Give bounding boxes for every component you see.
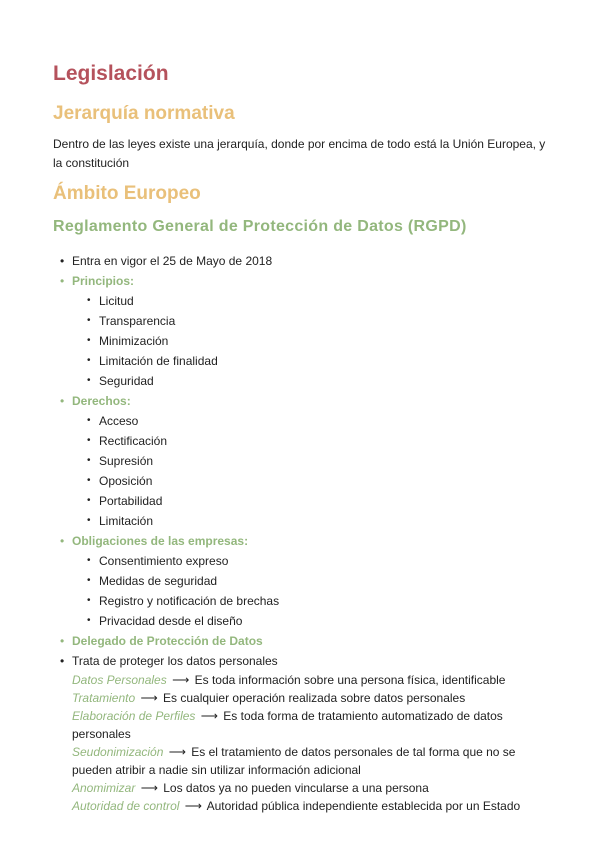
definition-row <box>72 797 550 815</box>
list-item: • Seguridad <box>87 371 550 391</box>
list-item: • Consentimiento expreso <box>87 551 550 571</box>
list-item: • Limitación <box>87 511 550 531</box>
section-heading-ambito: Ámbito Europeo <box>53 183 201 204</box>
definition-row <box>72 779 550 797</box>
rgpd-heading: Reglamento General de Protección de Datos (RGPD) <box>53 218 467 235</box>
list-item-text: Entra en vigor el 25 de Mayo de 2018 <box>72 254 273 268</box>
list-item: • Acceso <box>87 411 550 431</box>
list-item-vigor <box>60 251 550 271</box>
obligaciones-sublist <box>87 551 550 631</box>
list-item: • Licitud <box>87 291 550 311</box>
obligaciones-label: Obligaciones de las empresas: <box>72 534 249 548</box>
definition-term: Tratamiento <box>72 691 136 705</box>
arrow-icon: ⟶ <box>200 709 218 723</box>
definition-term: Seudonimización <box>72 745 164 759</box>
definition-row <box>72 743 550 779</box>
list-item-derechos <box>60 391 550 531</box>
list-item-text: Trata de proteger los datos personales <box>72 654 278 668</box>
definitions-block <box>72 671 550 815</box>
definition-term: Elaboración de Perfiles <box>72 709 196 723</box>
definition-term: Datos Personales <box>72 673 167 687</box>
definition-term: Autoridad de control <box>72 799 180 813</box>
list-item: • Rectificación <box>87 431 550 451</box>
list-item: • Minimización <box>87 331 550 351</box>
list-item-principios <box>60 271 550 391</box>
list-item-delegado <box>60 631 550 651</box>
arrow-icon: ⟶ <box>168 745 186 759</box>
list-item: • Transparencia <box>87 311 550 331</box>
definition-row <box>72 671 550 689</box>
list-item: • Privacidad desde el diseño <box>87 611 550 631</box>
definition-text: Autoridad pública independiente establecida por un Estado <box>206 799 521 813</box>
definition-term: Anomimizar <box>72 781 136 795</box>
delegado-label: Delegado de Protección de Datos <box>72 634 263 648</box>
list-item: • Registro y notificación de brechas <box>87 591 550 611</box>
list-item: • Limitación de finalidad <box>87 351 550 371</box>
definition-text: Es toda información sobre una persona física, identificable <box>194 673 506 687</box>
principios-sublist <box>87 291 550 391</box>
definition-row <box>72 707 550 743</box>
arrow-icon: ⟶ <box>140 781 158 795</box>
section-heading-jerarquia: Jerarquía normativa <box>53 103 235 124</box>
list-item-proteger <box>60 651 550 815</box>
jerarquia-paragraph: Dentro de las leyes existe una jerarquía, donde por encima de todo está la Unión Europea, y la constitución <box>53 137 546 170</box>
definition-row <box>72 689 550 707</box>
derechos-sublist <box>87 411 550 531</box>
definition-text: Es toda forma de tratamiento automatizado de datos personales <box>72 709 503 741</box>
principios-label: Principios: <box>72 274 135 288</box>
definition-text: Es cualquier operación realizada sobre datos personales <box>163 691 466 705</box>
list-item: • Portabilidad <box>87 491 550 511</box>
definition-text: Los datos ya no pueden vincularse a una persona <box>163 781 429 795</box>
list-item: • Supresión <box>87 451 550 471</box>
list-item: • Oposición <box>87 471 550 491</box>
rgpd-list <box>60 251 550 815</box>
definition-text: Es el tratamiento de datos personales de tal forma que no se pueden atribir a nadie sin utilizar información adicional <box>72 745 516 777</box>
arrow-icon: ⟶ <box>184 799 202 813</box>
list-item: • Medidas de seguridad <box>87 571 550 591</box>
page-title: Legislación <box>53 62 169 85</box>
list-item-obligaciones <box>60 531 550 631</box>
derechos-label: Derechos: <box>72 394 131 408</box>
arrow-icon: ⟶ <box>172 673 190 687</box>
arrow-icon: ⟶ <box>140 691 158 705</box>
